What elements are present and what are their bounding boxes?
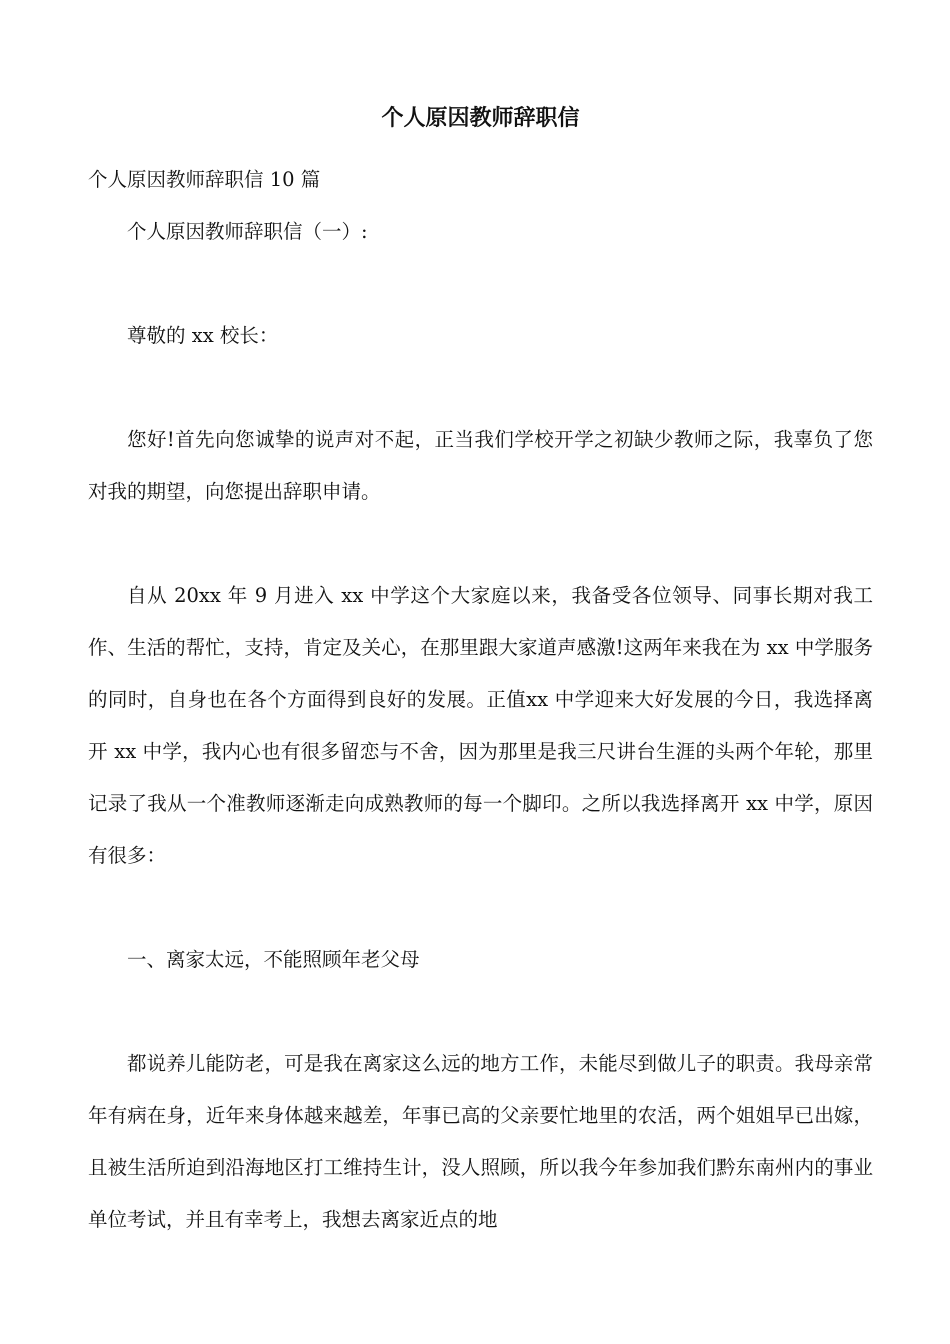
body-paragraph-2: 自从 20xx 年 9 月进入 xx 中学这个大家庭以来，我备受各位领导、同事长期对我工作、生活的帮忙，支持，肯定及关心，在那里跟大家道声感激!这两年来我在为 xx 中学服务的同时，自身也在各个方面得到良好的发展。正值xx 中学迎来大好发展的今日，我选择离开 xx 中学，我内心也有很多留恋与不舍，因为那里是我三尺讲台生涯的头两个年轮，那里记录了我从一个准教师逐渐走向成熟教师的每一个脚印。之所以我选择离开 xx 中学，原因有很多： xyxy=(88,584,873,867)
paragraph-gap xyxy=(88,518,873,570)
document-title: 个人原因教师辞职信 xyxy=(381,105,580,131)
paragraph-gap xyxy=(88,882,873,934)
paragraph-gap xyxy=(88,362,873,414)
paragraph-gap xyxy=(88,258,873,310)
reason-paragraph: 都说养儿能防老，可是我在离家这么远的地方工作，未能尽到做儿子的职责。我母亲常年有病在身，近年来身体越来越差，年事已高的父亲要忙地里的农活，两个姐姐早已出嫁，且被生活所迫到沿海地区打工维持生计，没人照顾，所以我今年参加我们黔东南州内的事业单位考试，并且有幸考上，我想去离家近点的地 xyxy=(88,1052,873,1231)
body-paragraph-1: 您好!首先向您诚挚的说声对不起，正当我们学校开学之初缺少教师之际，我辜负了您对我的期望，向您提出辞职申请。 xyxy=(88,428,873,503)
document-subtitle: 个人原因教师辞职信 10 篇 xyxy=(88,168,321,191)
paragraph-gap xyxy=(88,986,873,1038)
document-body xyxy=(88,100,873,1246)
section-heading: 个人原因教师辞职信（一）: xyxy=(127,220,368,243)
salutation: 尊敬的 xx 校长： xyxy=(127,324,279,347)
reason-heading: 一、离家太远，不能照顾年老父母 xyxy=(127,948,420,971)
